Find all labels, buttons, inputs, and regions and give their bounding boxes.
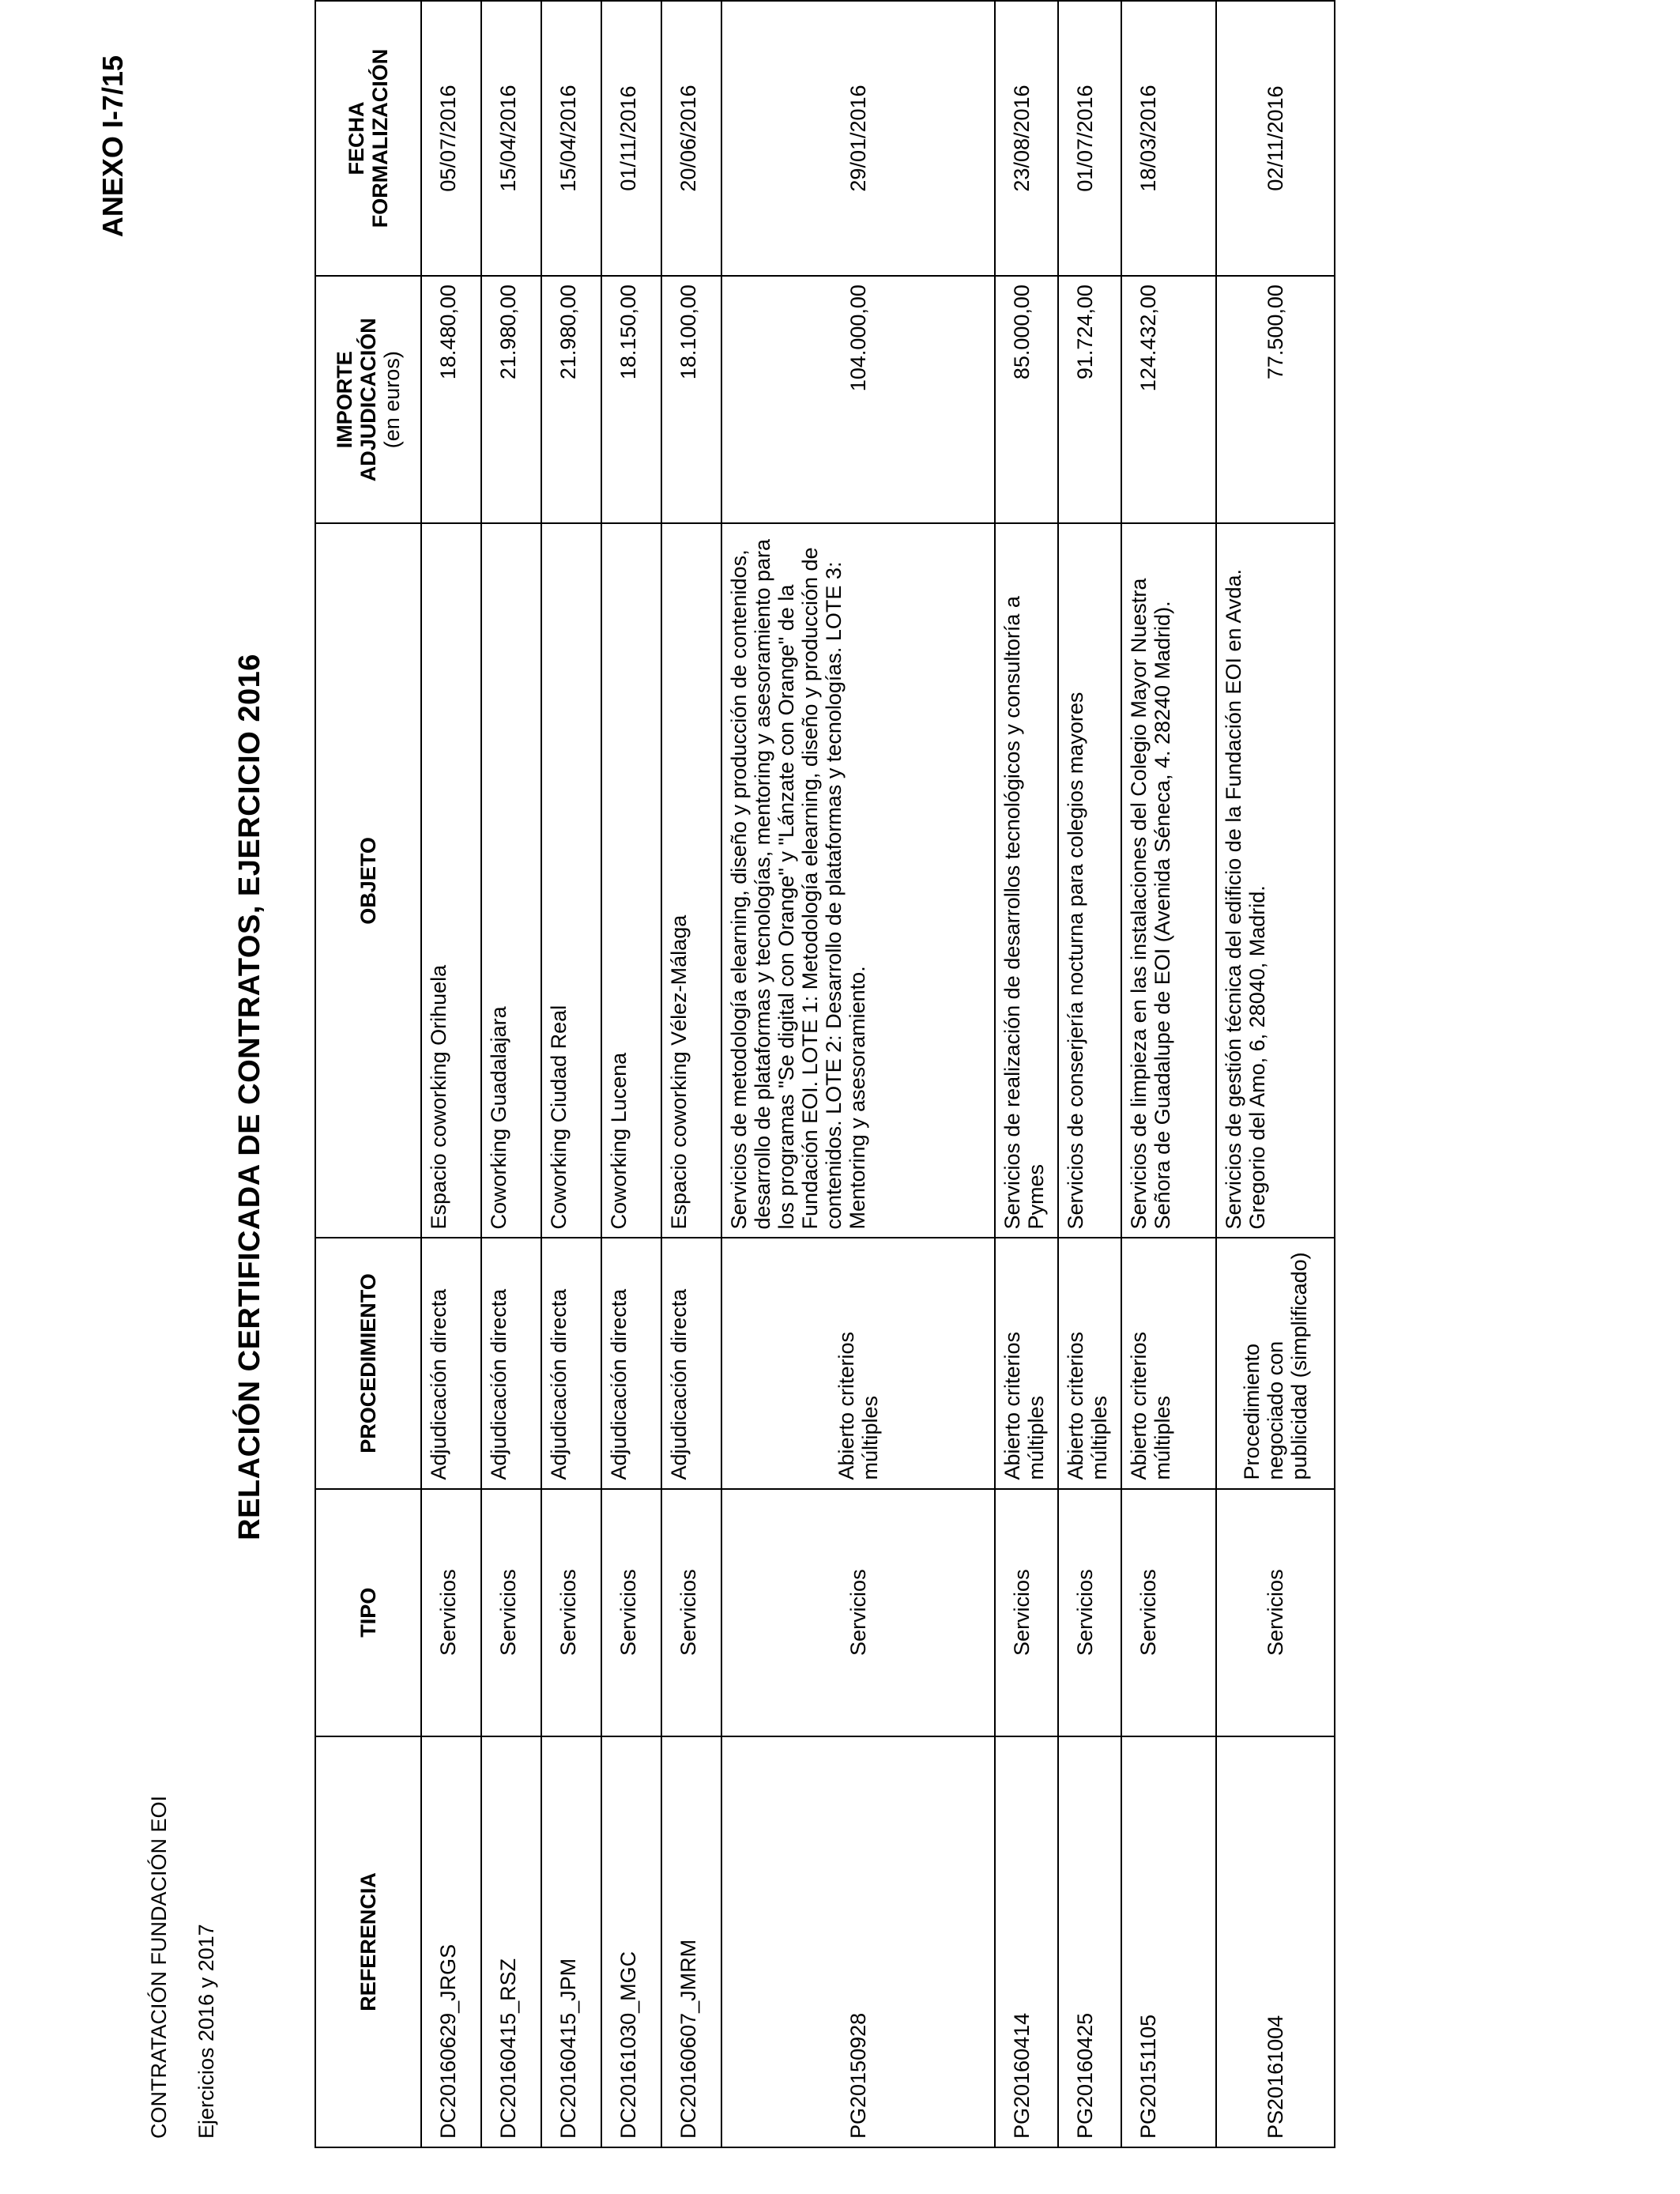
cell-fecha: 20/06/2016 [661, 1, 721, 276]
cell-objeto: Espacio coworking Vélez-Málaga [661, 523, 721, 1238]
cell-procedimiento: Abierto criterios múltiples [1058, 1238, 1121, 1488]
cell-tipo: Servicios [721, 1489, 995, 1736]
page-title: RELACIÓN CERTIFICADA DE CONTRATOS, EJERCICIO 2016 [233, 654, 266, 1540]
cell-objeto: Servicios de conserjería nocturna para colegios mayores [1058, 523, 1121, 1238]
cell-tipo: Servicios [661, 1489, 721, 1736]
cell-importe: 77.500,00 [1216, 276, 1335, 523]
table-row [601, 1, 661, 2147]
cell-referencia: PG20151105 [1121, 1736, 1216, 2147]
cell-referencia: PG20160425 [1058, 1736, 1121, 2147]
table-row [541, 1, 601, 2147]
cell-fecha: 23/08/2016 [995, 1, 1058, 276]
cell-importe: 21.980,00 [481, 276, 541, 523]
table-header-row [315, 1, 421, 2147]
cell-referencia: DC20161030_MGC [601, 1736, 661, 2147]
column-header-importe [315, 276, 421, 523]
cell-procedimiento: Adjudicación directa [541, 1238, 601, 1488]
cell-procedimiento: Adjudicación directa [421, 1238, 481, 1488]
cell-referencia: DC20160415_RSZ [481, 1736, 541, 2147]
table-row [995, 1, 1058, 2147]
cell-importe: 18.100,00 [661, 276, 721, 523]
column-header-tipo: TIPO [315, 1489, 421, 1736]
cell-fecha: 29/01/2016 [721, 1, 995, 276]
cell-tipo: Servicios [1216, 1489, 1335, 1736]
cell-objeto: Servicios de metodología elearning, diseño y producción de contenidos, desarrollo de plataformas y tecnologías, mentoring y asesoramiento para los programas "Se digital con Orange" y "Lánzate con Orange" de la Fundación EOI. LOTE 1: Metodología elearning, diseño y producción de contenidos. LOTE 2: Desarrollo de plataformas y tecnologías. LOTE 3: Mentoring y asesoramiento. [721, 523, 995, 1238]
cell-tipo: Servicios [421, 1489, 481, 1736]
table-row [1121, 1, 1216, 2147]
table-row [661, 1, 721, 2147]
cell-tipo: Servicios [541, 1489, 601, 1736]
table-row [1058, 1, 1121, 2147]
fecha-header-line1: FECHA [345, 101, 368, 175]
cell-fecha: 05/07/2016 [421, 1, 481, 276]
cell-tipo: Servicios [995, 1489, 1058, 1736]
cell-tipo: Servicios [1058, 1489, 1121, 1736]
cell-importe: 85.000,00 [995, 276, 1058, 523]
cell-importe: 18.480,00 [421, 276, 481, 523]
cell-tipo: Servicios [481, 1489, 541, 1736]
cell-fecha: 15/04/2016 [481, 1, 541, 276]
cell-referencia: DC20160415_JPM [541, 1736, 601, 2147]
table-row [721, 1, 995, 2147]
cell-importe: 18.150,00 [601, 276, 661, 523]
cell-procedimiento: Adjudicación directa [481, 1238, 541, 1488]
cell-procedimiento: Adjudicación directa [601, 1238, 661, 1488]
cell-procedimiento: Abierto criterios múltiples [721, 1238, 995, 1488]
cell-objeto: Coworking Lucena [601, 523, 661, 1238]
cell-referencia: PG20160414 [995, 1736, 1058, 2147]
cell-fecha: 18/03/2016 [1121, 1, 1216, 276]
cell-tipo: Servicios [1121, 1489, 1216, 1736]
cell-importe: 91.724,00 [1058, 276, 1121, 523]
column-header-procedimiento: PROCEDIMIENTO [315, 1238, 421, 1488]
organization-heading: CONTRATACIÓN FUNDACIÓN EOI [147, 1795, 171, 2139]
cell-referencia: DC20160607_JMRM [661, 1736, 721, 2147]
column-header-referencia: REFERENCIA [315, 1736, 421, 2147]
table-row [481, 1, 541, 2147]
cell-fecha: 15/04/2016 [541, 1, 601, 276]
cell-objeto: Coworking Guadalajara [481, 523, 541, 1238]
table-row [1216, 1, 1335, 2147]
cell-fecha: 01/07/2016 [1058, 1, 1121, 276]
cell-procedimiento: Adjudicación directa [661, 1238, 721, 1488]
cell-tipo: Servicios [601, 1489, 661, 1736]
years-subheading: Ejercicios 2016 y 2017 [194, 1924, 218, 2139]
cell-referencia: PS20161004 [1216, 1736, 1335, 2147]
cell-objeto: Espacio coworking Orihuela [421, 523, 481, 1238]
cell-objeto: Servicios de realización de desarrollos tecnológicos y consultoría a Pymes [995, 523, 1058, 1238]
cell-referencia: PG20150928 [721, 1736, 995, 2147]
contracts-table [315, 0, 1335, 2148]
fecha-header-line2: FORMALIZACIÓN [368, 48, 392, 228]
importe-header-line3: (en euros) [380, 351, 404, 449]
cell-objeto: Servicios de gestión técnica del edificio de la Fundación EOI en Avda. Gregorio del Amo, 6, 28040, Madrid. [1216, 523, 1335, 1238]
cell-importe: 104.000,00 [721, 276, 995, 523]
cell-referencia: DC20160629_JRGS [421, 1736, 481, 2147]
cell-importe: 21.980,00 [541, 276, 601, 523]
annex-label: ANEXO I-7/15 [96, 55, 129, 238]
importe-header-line2: ADJUDICACIÓN [356, 318, 380, 482]
column-header-fecha [315, 1, 421, 276]
cell-procedimiento: Abierto criterios múltiples [1121, 1238, 1216, 1488]
cell-procedimiento: Procedimiento negociado con publicidad (simplificado) [1216, 1238, 1335, 1488]
cell-procedimiento: Abierto criterios múltiples [995, 1238, 1058, 1488]
cell-objeto: Servicios de limpieza en las instalaciones del Colegio Mayor Nuestra Señora de Guadalupe de EOI (Avenida Séneca, 4. 28240 Madrid). [1121, 523, 1216, 1238]
cell-fecha: 02/11/2016 [1216, 1, 1335, 276]
table-row [421, 1, 481, 2147]
cell-objeto: Coworking Ciudad Real [541, 523, 601, 1238]
importe-header-line1: IMPORTE [333, 351, 356, 449]
cell-importe: 124.432,00 [1121, 276, 1216, 523]
cell-fecha: 01/11/2016 [601, 1, 661, 276]
column-header-objeto: OBJETO [315, 523, 421, 1238]
